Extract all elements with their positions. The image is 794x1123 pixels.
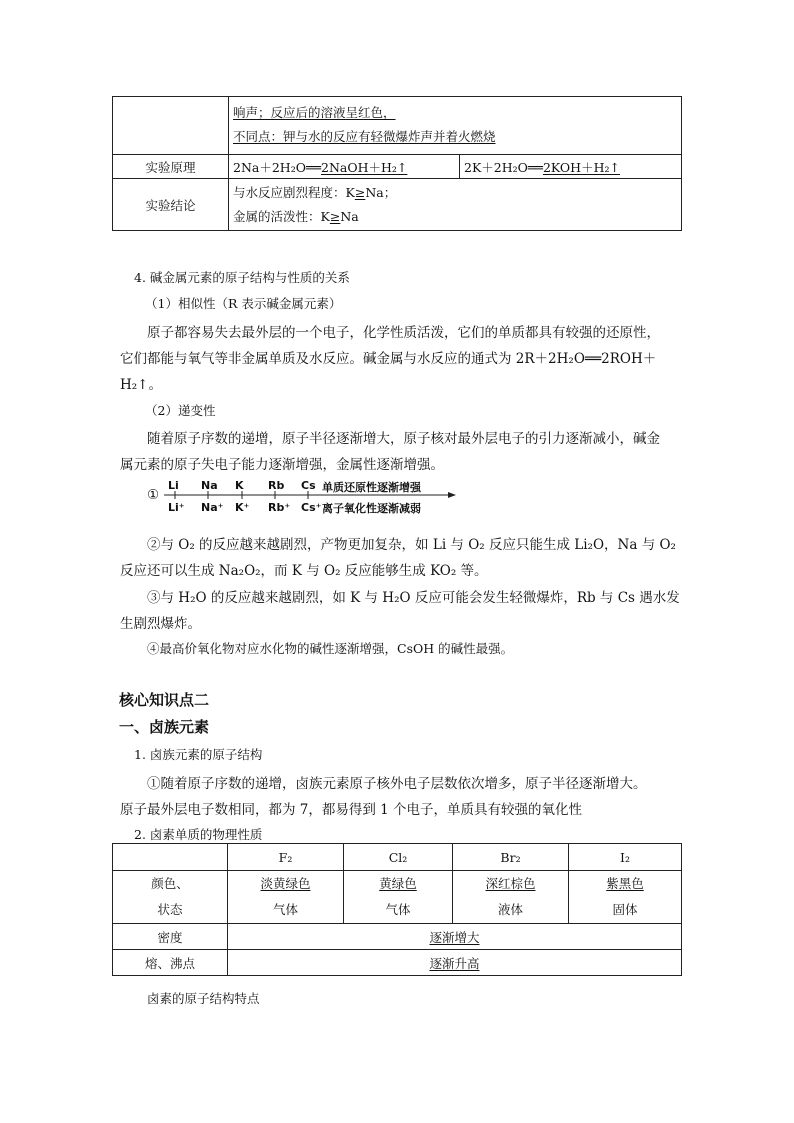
ion-symbol: Rb⁺ [268,501,291,514]
conclusion-line-2 [233,205,677,229]
empty-label-cell [113,97,229,155]
core-item1-p-line1: ①随着原子序数的递增，卤族元素原子核外电子层数依次增多，原子半径逐渐增大。 [147,776,647,792]
i2-state: 固体 [612,902,638,917]
conclusion-2-post: Na [340,208,359,224]
observation-line-2 [233,125,677,149]
section4-p1-line2: 它们都能与氧气等非金属单质及水反应。碱金属与水反应的通式为 2R＋2H₂O══2ROH＋ [120,351,657,367]
section4-p5: ④最高价氧化物对应水化物的碱性逐渐增强，CsOH 的碱性最强。 [147,641,514,656]
core-item2: 2. 卤素单质的物理性质 [134,827,263,842]
conclusion-1-post: Na； [365,184,397,200]
conclusion-line-1 [233,181,677,205]
table2-header-cl2: Cl₂ [344,844,453,871]
cl2-color-state [344,871,453,924]
element-symbol: K [235,479,244,492]
section4-p3-line2: 反应还可以生成 Na₂O₂，而 K 与 O₂ 反应能够生成 KO₂ 等。 [120,563,488,579]
conclusion-1-pre: 与水反应剧烈程度：K [233,184,355,200]
arrow-bottom-label: 离子氧化性逐渐减弱 [322,502,421,515]
density-value-cell [228,924,682,950]
conclusion-2-pre: 金属的活泼性：K [233,208,330,224]
mp-value: 逐渐升高 [429,955,480,971]
principle-na-rhs: 2NaOH＋H₂↑ [321,159,408,175]
core-item1: 1. 卤族元素的原子结构 [134,747,263,762]
experiment-table [112,96,682,231]
ion-symbol: K⁺ [235,501,250,514]
observation-line-1: 响声；反应后的溶液呈红色， [233,105,396,120]
footer-line: 卤素的原子结构特点 [147,991,260,1006]
element-symbol: Cs [301,479,316,492]
section4-sub2: （2）递变性 [145,403,216,418]
conclusion-2-rel: ≥ [329,208,341,224]
ion-symbol: Cs⁺ [301,501,322,514]
mp-value-cell [228,950,682,976]
i2-color-state [569,871,682,924]
table2-header-0 [113,844,228,871]
i2-color: 紫黑色 [606,876,644,891]
table2-header-i2: I₂ [569,844,682,871]
section4-sub1: （1）相似性（R 表示碱金属元素） [145,296,342,311]
principle-k-lhs: 2K＋2H₂O══ [464,159,543,175]
core-heading: 核心知识点二 [119,691,210,709]
ion-symbol: Li⁺ [168,501,185,514]
core-item1-p-line2: 原子最外层电子数相同，都为 7，都易得到 1 个电子，单质具有较强的氧化性 [120,802,583,818]
core-section: 一、卤族元素 [119,718,210,736]
section4-p3-line1: ②与 O₂ 的反应越来越剧烈，产物更加复杂，如 Li 与 O₂ 反应只能生成 Li₂O，Na 与 O₂ [147,537,676,553]
color-label: 颜色、 [151,876,189,891]
state-label: 状态 [157,902,183,917]
section4-p4-line1: ③与 H₂O 的反应越来越剧烈，如 K 与 H₂O 反应可能会发生轻微爆炸，Rb 与 Cs 遇水发 [147,590,680,606]
principle-label: 实验原理 [113,155,229,179]
observation-cell [229,97,682,155]
halogen-table [112,843,682,976]
section4-p1-line1: 原子都容易失去最外层的一个电子，化学性质活泼，它们的单质都具有较强的还原性， [147,325,660,341]
cl2-state: 气体 [385,902,411,917]
density-value: 逐渐增大 [429,929,480,945]
conclusion-label: 实验结论 [113,179,229,231]
element-symbol: Na [201,479,218,492]
section4-p2-line2: 属元素的原子失电子能力逐渐增强，金属性逐渐增强。 [120,457,444,473]
br2-color-state [453,871,569,924]
f2-color: 淡黄绿色 [260,876,311,891]
arrow-top-label: 单质还原性逐渐增强 [322,481,421,494]
conclusion-1-rel: ≥ [354,184,366,200]
mp-label: 熔、沸点 [113,950,228,976]
f2-state: 气体 [272,902,298,917]
section4-p2-line1: 随着原子序数的递增，原子半径逐渐增大，原子核对最外层电子的引力逐渐减小，碱金 [147,431,660,447]
observation-diff-text: 不同点：钾与水的反应有轻微爆炸声并着火燃烧 [233,129,496,144]
principle-k [460,155,682,179]
principle-k-rhs: 2KOH＋H₂↑ [542,159,620,175]
ion-symbol: Na⁺ [201,501,224,514]
br2-color: 深红棕色 [485,876,536,891]
section4-p1-line3: H₂↑。 [120,377,162,393]
table2-header-f2: F₂ [228,844,344,871]
conclusion-cell [229,179,682,231]
circle-1: ① [147,487,160,503]
section4-p4-line2: 生剧烈爆炸。 [120,616,201,632]
element-symbol: Rb [268,479,285,492]
cl2-color: 黄绿色 [379,876,417,891]
element-symbol: Li [168,479,179,492]
principle-na [229,155,460,179]
br2-state: 液体 [497,902,523,917]
f2-color-state [228,871,344,924]
color-state-label [113,871,228,924]
table2-header-br2: Br₂ [453,844,569,871]
density-label: 密度 [113,924,228,950]
principle-na-lhs: 2Na＋2H₂O══ [233,159,322,175]
section4-title: 4. 碱金属元素的原子结构与性质的关系 [134,270,350,285]
